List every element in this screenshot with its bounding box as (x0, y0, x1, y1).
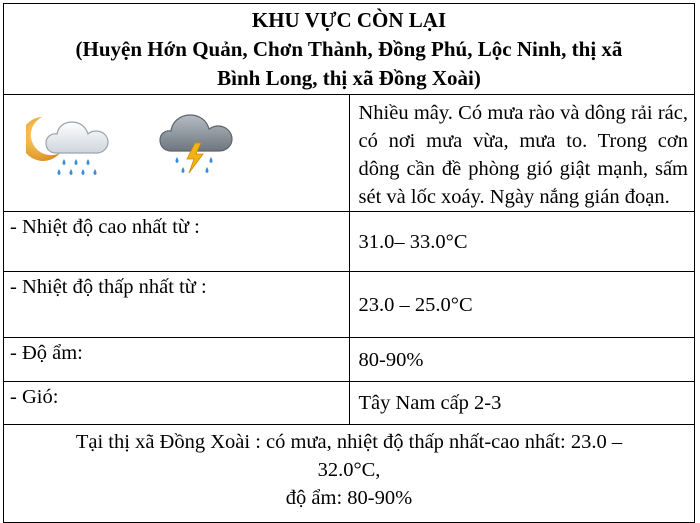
wind-label: - Gió: (4, 382, 350, 425)
city-forecast-note (4, 425, 695, 523)
max-temp-value: 31.0– 33.0°C (349, 212, 695, 272)
city-note-line-3: độ ẩm: 80-90% (285, 487, 413, 509)
moon-cloud-rain-icon (26, 107, 121, 189)
weather-icons-cell (4, 95, 350, 212)
forecast-table (3, 3, 695, 523)
region-title-line-3: Bình Long, thị xã Đồng Xoài) (217, 66, 481, 90)
city-note-line-2: 32.0°C, (317, 459, 381, 481)
humidity-value: 80-90% (349, 338, 695, 382)
wind-value: Tây Nam cấp 2-3 (349, 382, 695, 425)
region-title-line-1: KHU VỰC CÒN LẠI (251, 8, 447, 32)
humidity-label: - Độ ẩm: (4, 338, 350, 382)
region-title (4, 4, 695, 95)
city-note-line-1: Tại thị xã Đồng Xoài : có mưa, nhiệt độ thấp nhất-cao nhất: 23.0 – (75, 431, 623, 453)
thunderstorm-rain-icon (157, 103, 237, 185)
max-temp-label: - Nhiệt độ cao nhất từ : (4, 212, 350, 272)
min-temp-value: 23.0 – 25.0°C (349, 272, 695, 338)
min-temp-label: - Nhiệt độ thấp nhất từ : (4, 272, 350, 338)
weather-description: Nhiều mây. Có mưa rào và dông rải rác, có nơi mưa vừa, mưa to. Trong cơn dông cần đề phòng gió giật mạnh, sấm sét và lốc xoáy. Ngày nắng gián đoạn. (349, 95, 695, 212)
region-title-line-2: (Huyện Hớn Quản, Chơn Thành, Đồng Phú, Lộc Ninh, thị xã (75, 37, 623, 61)
